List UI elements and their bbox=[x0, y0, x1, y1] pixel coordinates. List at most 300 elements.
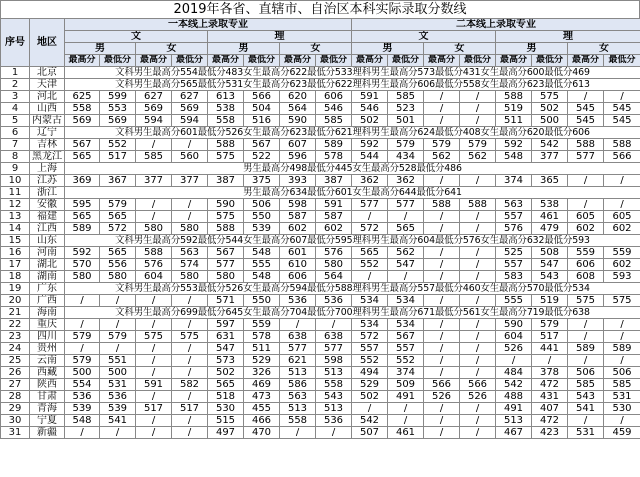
score-cell: / bbox=[424, 271, 460, 283]
row-index: 30 bbox=[1, 415, 30, 427]
table-row bbox=[1, 67, 640, 79]
table-row bbox=[1, 139, 640, 151]
row-index: 22 bbox=[1, 319, 30, 331]
score-cell: 587 bbox=[280, 211, 316, 223]
score-cell: 554 bbox=[65, 379, 100, 391]
score-cell: / bbox=[172, 295, 208, 307]
score-cell: 526 bbox=[496, 343, 532, 355]
score-cell: 326 bbox=[244, 367, 280, 379]
table-row bbox=[1, 163, 640, 175]
score-cell: 550 bbox=[244, 211, 280, 223]
score-cell: 589 bbox=[568, 343, 604, 355]
score-cell: 513 bbox=[316, 403, 352, 415]
score-cell: 407 bbox=[532, 403, 568, 415]
score-cell: 579 bbox=[65, 355, 100, 367]
score-cell: / bbox=[460, 415, 496, 427]
score-cell: 459 bbox=[604, 427, 640, 439]
merged-score-cell: 男生最高分498最低分445女生最高分528最低分486 bbox=[65, 163, 640, 175]
header-tier1: 一本线上录取专业 bbox=[65, 19, 352, 31]
score-cell: 558 bbox=[280, 415, 316, 427]
score-cell: 587 bbox=[316, 211, 352, 223]
score-cell: 560 bbox=[172, 151, 208, 163]
score-cell: / bbox=[424, 331, 460, 343]
score-cell: 580 bbox=[100, 271, 136, 283]
score-cell: / bbox=[424, 295, 460, 307]
score-cell: 588 bbox=[496, 91, 532, 103]
score-cell: / bbox=[460, 223, 496, 235]
score-cell: 513 bbox=[316, 367, 352, 379]
score-cell: 580 bbox=[172, 223, 208, 235]
score-cell: 579 bbox=[460, 139, 496, 151]
score-cell: 566 bbox=[604, 151, 640, 163]
score-cell: / bbox=[172, 343, 208, 355]
score-cell: 592 bbox=[65, 247, 100, 259]
score-cell: 362 bbox=[352, 175, 388, 187]
score-cell: / bbox=[388, 403, 424, 415]
table-row bbox=[1, 91, 640, 103]
score-cell: 517 bbox=[100, 151, 136, 163]
score-cell: 470 bbox=[244, 427, 280, 439]
score-cell: 569 bbox=[172, 103, 208, 115]
score-cell: 608 bbox=[568, 271, 604, 283]
score-cell: 534 bbox=[352, 319, 388, 331]
score-cell: 558 bbox=[65, 103, 100, 115]
score-cell: 543 bbox=[532, 271, 568, 283]
score-cell: 610 bbox=[280, 259, 316, 271]
score-cell: 455 bbox=[244, 403, 280, 415]
score-cell: 378 bbox=[532, 367, 568, 379]
row-index: 26 bbox=[1, 367, 30, 379]
row-region: 湖北 bbox=[30, 259, 65, 271]
score-cell: 500 bbox=[100, 367, 136, 379]
score-cell: / bbox=[460, 295, 496, 307]
score-cell: 534 bbox=[388, 295, 424, 307]
row-region: 内蒙古 bbox=[30, 115, 65, 127]
score-cell: / bbox=[568, 319, 604, 331]
row-region: 山东 bbox=[30, 235, 65, 247]
merged-score-cell: 文科男生最高分565最低分531女生最高分623最低分622理科男生最高分606最低分558女生最高分623最低分613 bbox=[65, 79, 640, 91]
score-cell: 541 bbox=[100, 415, 136, 427]
score-cell: 502 bbox=[352, 391, 388, 403]
score-cell: 507 bbox=[352, 427, 388, 439]
score-cell: 536 bbox=[100, 391, 136, 403]
score-cell: 577 bbox=[388, 199, 424, 211]
score-cell: 566 bbox=[424, 379, 460, 391]
row-region: 海南 bbox=[30, 307, 65, 319]
score-cell: / bbox=[136, 415, 172, 427]
table-row bbox=[1, 343, 640, 355]
score-cell: 582 bbox=[172, 379, 208, 391]
row-index: 7 bbox=[1, 139, 30, 151]
score-cell: 598 bbox=[316, 355, 352, 367]
score-cell: / bbox=[424, 367, 460, 379]
score-cell: / bbox=[460, 403, 496, 415]
score-cell: 552 bbox=[100, 139, 136, 151]
score-cell: / bbox=[136, 211, 172, 223]
score-cell: 592 bbox=[352, 139, 388, 151]
row-index: 20 bbox=[1, 295, 30, 307]
score-cell: 362 bbox=[388, 175, 424, 187]
score-cell: 502 bbox=[208, 367, 244, 379]
header-max-score: 最高分 bbox=[496, 55, 532, 67]
score-cell: 589 bbox=[316, 139, 352, 151]
score-cell: 552 bbox=[352, 259, 388, 271]
score-cell: 466 bbox=[244, 415, 280, 427]
row-region: 北京 bbox=[30, 67, 65, 79]
header-female: 女 bbox=[280, 43, 352, 55]
score-cell: 576 bbox=[316, 247, 352, 259]
score-cell: 536 bbox=[316, 295, 352, 307]
row-region: 新疆 bbox=[30, 427, 65, 439]
score-cell: 545 bbox=[568, 115, 604, 127]
score-cell: 569 bbox=[65, 115, 100, 127]
score-cell: / bbox=[65, 427, 100, 439]
score-cell: 550 bbox=[244, 295, 280, 307]
row-index: 11 bbox=[1, 187, 30, 199]
score-cell: 590 bbox=[496, 319, 532, 331]
score-cell: / bbox=[460, 247, 496, 259]
score-cell: / bbox=[424, 355, 460, 367]
score-cell: 547 bbox=[388, 259, 424, 271]
score-cell: / bbox=[424, 175, 460, 187]
row-index: 29 bbox=[1, 403, 30, 415]
row-index: 12 bbox=[1, 199, 30, 211]
score-cell: 604 bbox=[496, 331, 532, 343]
table-row bbox=[1, 103, 640, 115]
score-cell: 586 bbox=[280, 379, 316, 391]
score-cell: / bbox=[424, 259, 460, 271]
score-cell: 559 bbox=[604, 247, 640, 259]
row-index: 24 bbox=[1, 343, 30, 355]
row-region: 天津 bbox=[30, 79, 65, 91]
score-cell: 625 bbox=[65, 91, 100, 103]
score-cell: / bbox=[424, 211, 460, 223]
score-cell: 589 bbox=[65, 223, 100, 235]
score-cell: / bbox=[352, 211, 388, 223]
score-cell: 531 bbox=[604, 391, 640, 403]
score-cell: 562 bbox=[460, 151, 496, 163]
score-cell: / bbox=[604, 319, 640, 331]
score-cell: / bbox=[172, 319, 208, 331]
score-cell: 585 bbox=[388, 91, 424, 103]
row-index: 17 bbox=[1, 259, 30, 271]
row-index: 10 bbox=[1, 175, 30, 187]
score-cell: / bbox=[172, 355, 208, 367]
score-cell: 567 bbox=[208, 247, 244, 259]
score-cell: 567 bbox=[388, 331, 424, 343]
score-cell: 548 bbox=[65, 415, 100, 427]
score-cell: 519 bbox=[496, 103, 532, 115]
row-region: 广西 bbox=[30, 295, 65, 307]
score-cell: 569 bbox=[100, 115, 136, 127]
score-cell: 542 bbox=[352, 415, 388, 427]
score-cell: / bbox=[172, 199, 208, 211]
score-cell: 638 bbox=[316, 331, 352, 343]
header-tier2: 二本线上录取专业 bbox=[352, 19, 640, 31]
score-cell: 534 bbox=[352, 295, 388, 307]
score-cell: 377 bbox=[532, 151, 568, 163]
score-cell: / bbox=[568, 415, 604, 427]
score-cell: 593 bbox=[604, 271, 640, 283]
score-cell: 552 bbox=[388, 355, 424, 367]
score-cell: 583 bbox=[496, 271, 532, 283]
score-cell: 580 bbox=[172, 271, 208, 283]
score-cell: 557 bbox=[388, 343, 424, 355]
table-row bbox=[1, 331, 640, 343]
score-cell: 536 bbox=[316, 415, 352, 427]
row-region: 广东 bbox=[30, 283, 65, 295]
score-cell: 606 bbox=[280, 271, 316, 283]
header-male: 男 bbox=[65, 43, 136, 55]
score-cell: / bbox=[424, 91, 460, 103]
score-cell: 491 bbox=[388, 391, 424, 403]
header-min-score: 最低分 bbox=[172, 55, 208, 67]
score-cell: 578 bbox=[316, 151, 352, 163]
score-cell: 539 bbox=[244, 223, 280, 235]
score-cell: 530 bbox=[208, 403, 244, 415]
table-row bbox=[1, 199, 640, 211]
score-table bbox=[0, 18, 640, 439]
table-row bbox=[1, 391, 640, 403]
score-cell: 585 bbox=[136, 151, 172, 163]
score-cell: / bbox=[460, 91, 496, 103]
score-cell: 473 bbox=[244, 391, 280, 403]
score-cell: 557 bbox=[352, 343, 388, 355]
score-cell: 555 bbox=[496, 295, 532, 307]
table-row bbox=[1, 247, 640, 259]
score-cell: / bbox=[604, 355, 640, 367]
score-cell: 545 bbox=[604, 115, 640, 127]
score-cell: / bbox=[136, 391, 172, 403]
score-cell: / bbox=[100, 343, 136, 355]
row-index: 21 bbox=[1, 307, 30, 319]
score-cell: 577 bbox=[568, 151, 604, 163]
score-cell: 606 bbox=[316, 91, 352, 103]
score-cell: 579 bbox=[100, 199, 136, 211]
score-cell: 585 bbox=[316, 115, 352, 127]
row-index: 19 bbox=[1, 283, 30, 295]
score-cell: / bbox=[65, 319, 100, 331]
header-max-score: 最高分 bbox=[280, 55, 316, 67]
score-cell: / bbox=[172, 427, 208, 439]
row-region: 湖南 bbox=[30, 271, 65, 283]
merged-score-cell: 文科男生最高分554最低分483女生最高分622最低分533理科男生最高分573最低分431女生最高分600最低分469 bbox=[65, 67, 640, 79]
score-cell: 555 bbox=[244, 259, 280, 271]
score-cell: 538 bbox=[532, 199, 568, 211]
merged-score-cell: 男生最高分634最低分601女生最高分644最低分641 bbox=[65, 187, 640, 199]
header-male: 男 bbox=[352, 43, 424, 55]
row-index: 1 bbox=[1, 67, 30, 79]
score-cell: 602 bbox=[604, 223, 640, 235]
header-max-score: 最高分 bbox=[65, 55, 100, 67]
score-cell: 441 bbox=[532, 343, 568, 355]
score-cell: 545 bbox=[604, 103, 640, 115]
score-cell: 594 bbox=[136, 115, 172, 127]
header-male: 男 bbox=[208, 43, 280, 55]
score-cell: 594 bbox=[172, 115, 208, 127]
score-cell: 596 bbox=[280, 151, 316, 163]
score-cell: 542 bbox=[532, 139, 568, 151]
score-cell: / bbox=[280, 319, 316, 331]
table-row bbox=[1, 415, 640, 427]
row-region: 黑龙江 bbox=[30, 151, 65, 163]
score-cell: / bbox=[460, 331, 496, 343]
row-index: 14 bbox=[1, 223, 30, 235]
merged-score-cell: 文科男生最高分699最低分645女生最高分704最低分700理科男生最高分671最低分561女生最高分719最低分638 bbox=[65, 307, 640, 319]
table-row bbox=[1, 379, 640, 391]
header-tier1-li: 理 bbox=[208, 31, 352, 43]
score-cell: 546 bbox=[316, 103, 352, 115]
score-cell: / bbox=[604, 331, 640, 343]
row-index: 25 bbox=[1, 355, 30, 367]
row-region: 江西 bbox=[30, 223, 65, 235]
header-min-score: 最低分 bbox=[100, 55, 136, 67]
score-cell: 547 bbox=[208, 343, 244, 355]
header-max-score: 最高分 bbox=[208, 55, 244, 67]
score-cell: 431 bbox=[532, 391, 568, 403]
score-cell: 472 bbox=[532, 379, 568, 391]
score-cell: 517 bbox=[136, 403, 172, 415]
score-cell: 479 bbox=[532, 223, 568, 235]
score-cell: 502 bbox=[352, 115, 388, 127]
header-min-score: 最低分 bbox=[532, 55, 568, 67]
score-cell: 513 bbox=[496, 415, 532, 427]
score-cell: / bbox=[136, 199, 172, 211]
score-cell: 602 bbox=[604, 259, 640, 271]
score-cell: 497 bbox=[208, 427, 244, 439]
row-region: 辽宁 bbox=[30, 127, 65, 139]
score-cell: 562 bbox=[388, 247, 424, 259]
score-cell: 548 bbox=[244, 271, 280, 283]
score-cell: 573 bbox=[208, 355, 244, 367]
score-cell: 575 bbox=[604, 295, 640, 307]
score-cell: 374 bbox=[496, 175, 532, 187]
score-cell: 563 bbox=[496, 199, 532, 211]
score-cell: 484 bbox=[496, 367, 532, 379]
row-region: 浙江 bbox=[30, 187, 65, 199]
header-tier2-li: 理 bbox=[496, 31, 640, 43]
score-cell: 565 bbox=[100, 211, 136, 223]
score-cell: / bbox=[65, 343, 100, 355]
score-cell: 557 bbox=[496, 259, 532, 271]
score-cell: 365 bbox=[532, 175, 568, 187]
score-cell: 522 bbox=[244, 151, 280, 163]
header-index: 序号 bbox=[1, 19, 30, 67]
score-cell: 574 bbox=[172, 259, 208, 271]
header-min-score: 最低分 bbox=[460, 55, 496, 67]
score-cell: 597 bbox=[208, 319, 244, 331]
score-cell: 377 bbox=[172, 175, 208, 187]
score-cell: 588 bbox=[208, 223, 244, 235]
header-max-score: 最高分 bbox=[352, 55, 388, 67]
row-index: 27 bbox=[1, 379, 30, 391]
score-cell: 506 bbox=[568, 367, 604, 379]
score-cell: 539 bbox=[65, 403, 100, 415]
score-cell: 539 bbox=[100, 403, 136, 415]
score-cell: / bbox=[136, 367, 172, 379]
score-cell: 526 bbox=[424, 391, 460, 403]
score-cell: 572 bbox=[100, 223, 136, 235]
table-row bbox=[1, 211, 640, 223]
score-cell: 504 bbox=[244, 103, 280, 115]
score-cell: 580 bbox=[316, 259, 352, 271]
score-cell: 577 bbox=[352, 199, 388, 211]
score-cell: 531 bbox=[100, 379, 136, 391]
score-cell: 591 bbox=[316, 199, 352, 211]
score-cell: 565 bbox=[65, 151, 100, 163]
row-region: 吉林 bbox=[30, 139, 65, 151]
score-cell: 571 bbox=[208, 295, 244, 307]
score-cell: 563 bbox=[172, 247, 208, 259]
score-cell: / bbox=[136, 343, 172, 355]
score-cell: / bbox=[388, 271, 424, 283]
score-cell: 579 bbox=[388, 139, 424, 151]
score-cell: 580 bbox=[208, 271, 244, 283]
score-cell: 579 bbox=[532, 319, 568, 331]
score-cell: 564 bbox=[280, 103, 316, 115]
row-region: 重庆 bbox=[30, 319, 65, 331]
table-row bbox=[1, 79, 640, 91]
score-cell: 605 bbox=[568, 211, 604, 223]
score-cell: 590 bbox=[280, 115, 316, 127]
row-region: 云南 bbox=[30, 355, 65, 367]
score-cell: 588 bbox=[604, 139, 640, 151]
score-cell: / bbox=[352, 271, 388, 283]
table-row bbox=[1, 127, 640, 139]
score-cell: 491 bbox=[496, 403, 532, 415]
header-min-score: 最低分 bbox=[604, 55, 640, 67]
score-cell: 565 bbox=[388, 223, 424, 235]
row-index: 6 bbox=[1, 127, 30, 139]
score-cell: 620 bbox=[280, 91, 316, 103]
score-cell: 602 bbox=[568, 223, 604, 235]
score-cell: 588 bbox=[568, 139, 604, 151]
score-cell: / bbox=[460, 259, 496, 271]
score-cell: 387 bbox=[208, 175, 244, 187]
table-row bbox=[1, 355, 640, 367]
score-cell: / bbox=[100, 295, 136, 307]
row-index: 18 bbox=[1, 271, 30, 283]
score-cell: 536 bbox=[65, 391, 100, 403]
score-cell: 575 bbox=[136, 331, 172, 343]
score-cell: 553 bbox=[100, 103, 136, 115]
score-cell: / bbox=[604, 91, 640, 103]
score-cell: 588 bbox=[136, 247, 172, 259]
header-region: 地区 bbox=[30, 19, 65, 67]
score-cell: / bbox=[604, 175, 640, 187]
score-cell: 469 bbox=[244, 379, 280, 391]
score-cell: 588 bbox=[424, 199, 460, 211]
score-cell: / bbox=[460, 103, 496, 115]
score-cell: 627 bbox=[172, 91, 208, 103]
score-cell: / bbox=[460, 271, 496, 283]
score-cell: 515 bbox=[208, 415, 244, 427]
score-cell: 525 bbox=[496, 247, 532, 259]
score-cell: 548 bbox=[244, 247, 280, 259]
score-cell: 544 bbox=[352, 151, 388, 163]
row-index: 16 bbox=[1, 247, 30, 259]
row-index: 4 bbox=[1, 103, 30, 115]
row-region: 福建 bbox=[30, 211, 65, 223]
score-cell: / bbox=[388, 415, 424, 427]
score-cell: 559 bbox=[244, 319, 280, 331]
score-cell: 565 bbox=[100, 247, 136, 259]
score-cell: 516 bbox=[244, 115, 280, 127]
score-cell: 576 bbox=[496, 223, 532, 235]
score-cell: 517 bbox=[532, 331, 568, 343]
score-cell: 567 bbox=[65, 139, 100, 151]
score-cell: 375 bbox=[244, 175, 280, 187]
